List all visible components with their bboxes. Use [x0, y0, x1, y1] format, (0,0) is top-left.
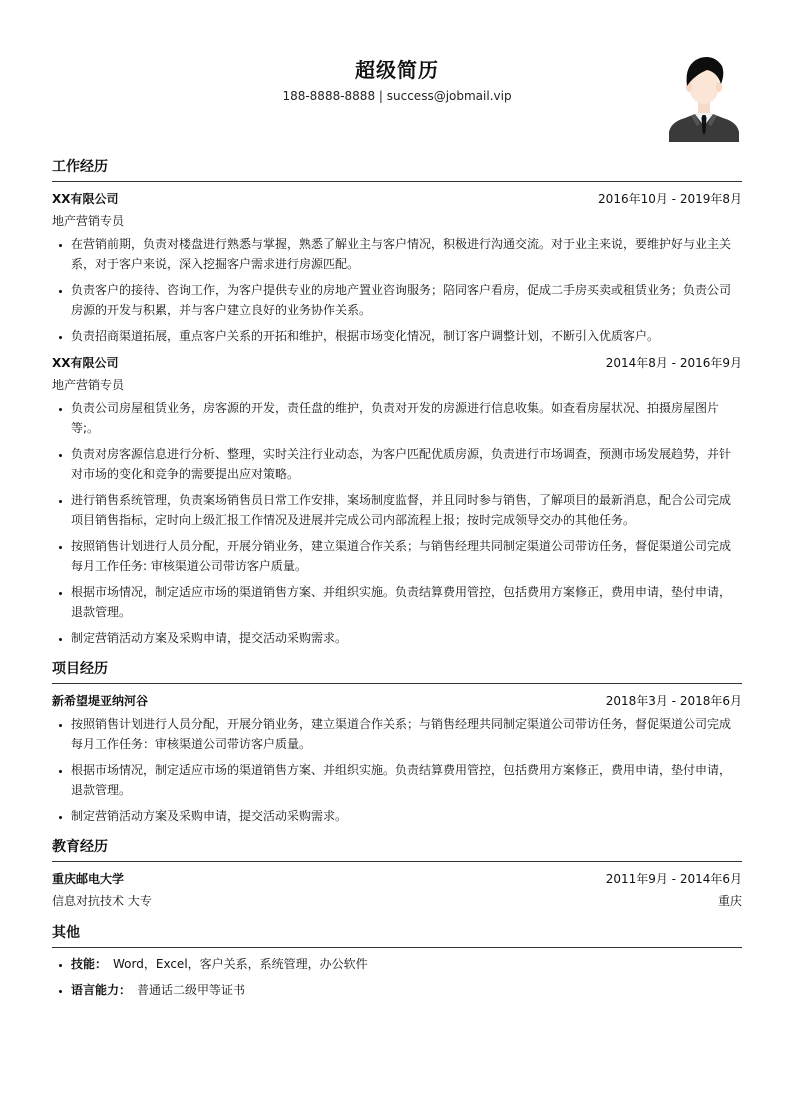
list-item: • 按照销售计划进行人员分配，开展分销业务，建立渠道合作关系；与销售经理共同制定渠道公司带访任务，督促渠道公司完成每月工作任务: 审核渠道公司带访客户质量。: [71, 536, 742, 576]
work-entry: [52, 352, 742, 648]
project-entry: [52, 690, 742, 826]
list-item: • 进行销售系统管理，负责案场销售员日常工作安排，案场制度监督，并且同时参与销售，了解项目的最新消息，配合公司完成项目销售指标，定时向上级汇报工作情况及进展并完成公司内部流程上报；按时完成领导交办的其他任务。: [71, 490, 742, 530]
other-section: [52, 922, 742, 1000]
work-period: 2016年10月 - 2019年8月: [598, 192, 742, 206]
project-period: 2018年3月 - 2018年6月: [605, 694, 742, 708]
work-bullets: [52, 398, 742, 648]
project-bullets: [52, 714, 742, 826]
list-item: • 按照销售计划进行人员分配，开展分销业务，建立渠道合作关系；与销售经理共同制定渠道公司带访任务，督促渠道公司完成每月工作任务：审核渠道公司带访客户质量。: [71, 714, 742, 754]
resume-content: [52, 152, 742, 1010]
list-item: • 根据市场情况，制定适应市场的渠道销售方案、并组织实施。负责结算费用管控，包括费用方案修正，费用申请，垫付申请，退款管理。: [71, 760, 742, 800]
work-section-title: 工作经历: [52, 156, 742, 182]
education-section-title: 教育经历: [52, 836, 742, 862]
major: 信息对抗技术 大专: [52, 894, 152, 908]
skills-label: 技能：: [71, 957, 108, 971]
company-name: XX有限公司: [52, 192, 119, 206]
language-label: 语言能力：: [71, 983, 132, 997]
list-item: • 在营销前期，负责对楼盘进行熟悉与掌握，熟悉了解业主与客户情况，积极进行沟通交流。对于业主来说，要维护好与业主关系，对于客户来说，深入挖掘客户需求进行房源匹配。: [71, 234, 742, 274]
resume-name: 超级简历: [355, 58, 439, 82]
school-city: 重庆: [717, 894, 742, 908]
work-entry: [52, 188, 742, 346]
project-name: 新希望堤亚纳河谷: [52, 694, 149, 708]
work-section: [52, 156, 742, 648]
list-item: • 负责公司房屋租赁业务，房客源的开发，责任盘的维护，负责对开发的房源进行信息收集。如查看房屋状况、拍摄房屋图片等;。: [71, 398, 742, 438]
list-item: • 制定营销活动方案及采购申请，提交活动采购需求。: [71, 806, 742, 826]
list-item: • 制定营销活动方案及采购申请，提交活动采购需求。: [71, 628, 742, 648]
job-role: 地产营销专员: [52, 214, 125, 228]
other-bullets: [52, 954, 742, 1000]
school-name: 重庆邮电大学: [52, 872, 125, 886]
education-section: [52, 836, 742, 912]
list-item: • 负责客户的接待、咨询工作，为客户提供专业的房地产置业咨询服务；陪同客户看房，促成二手房买卖或租赁业务；负责公司房源的开发与积累，并与客户建立良好的业务协作关系。: [71, 280, 742, 320]
list-item: • 根据市场情况，制定适应市场的渠道销售方案、并组织实施。负责结算费用管控，包括费用方案修正，费用申请，垫付申请，退款管理。: [71, 582, 742, 622]
language-value: 普通话二级甲等证书: [137, 983, 246, 997]
work-period: 2014年8月 - 2016年9月: [605, 356, 742, 370]
list-item: [71, 954, 742, 974]
other-section-title: 其他: [52, 922, 742, 948]
list-item: [71, 980, 742, 1000]
project-section: [52, 658, 742, 826]
list-item: • 负责招商渠道拓展，重点客户关系的开拓和维护，根据市场变化情况，制订客户调整计划，不断引入优质客户。: [71, 326, 742, 346]
project-section-title: 项目经历: [52, 658, 742, 684]
contact-info: 188-8888-8888 | success@jobmail.vip: [282, 89, 512, 103]
education-period: 2011年9月 - 2014年6月: [605, 872, 742, 886]
skills-value: Word，Excel，客户关系，系统管理，办公软件: [113, 957, 368, 971]
job-role: 地产营销专员: [52, 378, 125, 392]
work-bullets: [52, 234, 742, 346]
list-item: • 负责对房客源信息进行分析、整理，实时关注行业动态，为客户匹配优质房源，负责进行市场调查，预测市场发展趋势，并针对市场的变化和竞争的需要提出应对策略。: [71, 444, 742, 484]
company-name: XX有限公司: [52, 356, 119, 370]
avatar: [667, 52, 741, 142]
